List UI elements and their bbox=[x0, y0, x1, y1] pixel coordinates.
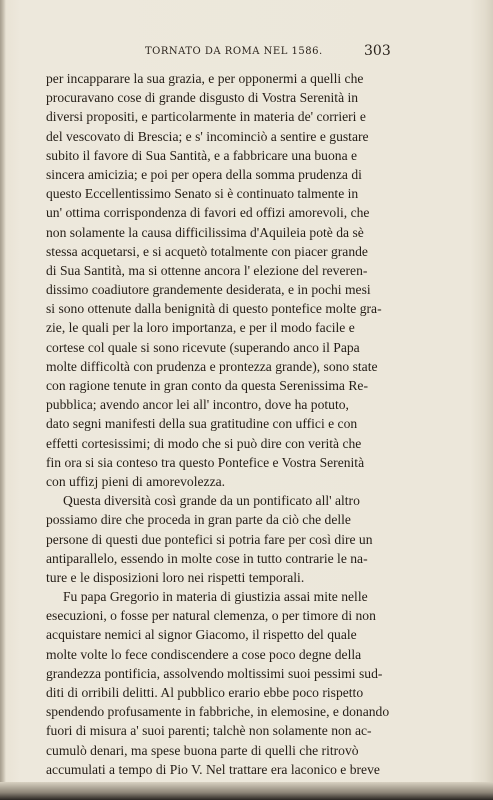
text-line: non solamente la causa difficilissima d'Aquileia potè da sè bbox=[46, 224, 364, 240]
text-line: Questa diversità così grande da un pontificato all' altro bbox=[63, 493, 360, 509]
text-line: diti di orribili delitti. Al pubblico erario ebbe poco rispetto bbox=[46, 685, 364, 700]
text-line: un' ottima corrispondenza di favori ed offizi amorevoli, che bbox=[46, 205, 370, 221]
text-line: fuori di misura a' suoi parenti; talchè non solamente non ac- bbox=[46, 723, 372, 739]
text-line: ture e le disposizioni loro nei rispetti temporali. bbox=[46, 569, 305, 585]
text-line: fin ora si sia conteso tra questo Pontefice e Vostra Serenità bbox=[46, 454, 365, 470]
text-line: subito il favore di Sua Santità, e a fabbricare una buona e bbox=[46, 147, 358, 163]
text-line: del vescovato di Brescia; e s' incominciò a sentire e gustare bbox=[46, 128, 369, 144]
text-line: molte difficoltà con prudenza e prontezza grande), sono state bbox=[46, 358, 378, 374]
text-line: persone di questi due pontefici si potria fare per così dire un bbox=[46, 531, 373, 547]
text-line: dato segni manifesti della sua gratitudine con uffici e con bbox=[46, 416, 358, 432]
text-line: molte volte lo fece condiscendere a cose poco degne della bbox=[46, 646, 362, 662]
text-line: sincera amicizia; e poi per opera della somma prudenza di bbox=[46, 166, 362, 182]
text-line: cortese col quale si sono ricevute (superando anco il Papa bbox=[46, 339, 360, 355]
text-line: grandezza pontificia, assolvendo moltissimi suoi pessimi sud- bbox=[46, 665, 383, 681]
text-line: per incapparare la sua grazia, e per opponermi a quelli che bbox=[46, 71, 364, 86]
text-line: stessa acquetarsi, e si acquetò totalmente con piacer grande bbox=[46, 243, 368, 259]
text-line: di Sua Santità, ma si ottenne ancora l' elezione del reveren- bbox=[46, 262, 368, 278]
text-line: pubblica; avendo ancor lei all' incontro, dove ha potuto, bbox=[46, 397, 349, 413]
text-line: Fu papa Gregorio in materia di giustizia assai mite nelle bbox=[63, 589, 368, 605]
text-line: possiamo dire che proceda in gran parte da ciò che delle bbox=[46, 512, 351, 528]
page-gutter-shadow bbox=[0, 0, 6, 800]
page-bottom-edge bbox=[0, 782, 493, 800]
text-line: si sono ottenute dalla benignità di questo pontefice molte gra- bbox=[46, 301, 382, 317]
text-line: accumulati a tempo di Pio V. Nel trattare era laconico e breve bbox=[46, 761, 380, 777]
text-line: cumulò denari, ma spese buona parte di quelli che ritrovò bbox=[46, 742, 359, 758]
text-line: antiparallelo, essendo in molte cose in tutto contrarie le na- bbox=[46, 550, 368, 566]
text-line: spendendo profusamente in fabbriche, in elemosine, e donando bbox=[46, 704, 390, 720]
text-line: con ragione tenute in gran conto da questa Serenissima Re- bbox=[46, 378, 368, 393]
text-line: esecuzioni, o fosse per natural clemenza, o per timore di non bbox=[46, 608, 376, 624]
text-line: con uffizj pieni di amorevolezza. bbox=[46, 473, 226, 489]
text-line: procuravano cose di grande disgusto di Vostra Serenità in bbox=[46, 90, 359, 106]
text-line: dissimo coadiutore grandemente desiderata, e in pochi mesi bbox=[46, 282, 371, 298]
text-line: zie, le quali per la loro importanza, e per il modo facile e bbox=[46, 320, 355, 336]
text-line: questo Eccellentissimo Senato si è continuato talmente in bbox=[46, 186, 359, 202]
text-line: effetti cortesissimi; di modo che si può dire con verità che bbox=[46, 435, 362, 451]
text-line: diversi propositi, e particolarmente in materia de' corrieri e bbox=[46, 109, 366, 125]
page-number: 303 bbox=[364, 43, 391, 59]
text-line: acquistare nemici al signor Giacomo, il rispetto del quale bbox=[46, 627, 357, 643]
running-head: TORNATO DA ROMA NEL 1586. bbox=[145, 46, 323, 57]
body-text bbox=[46, 69, 404, 779]
